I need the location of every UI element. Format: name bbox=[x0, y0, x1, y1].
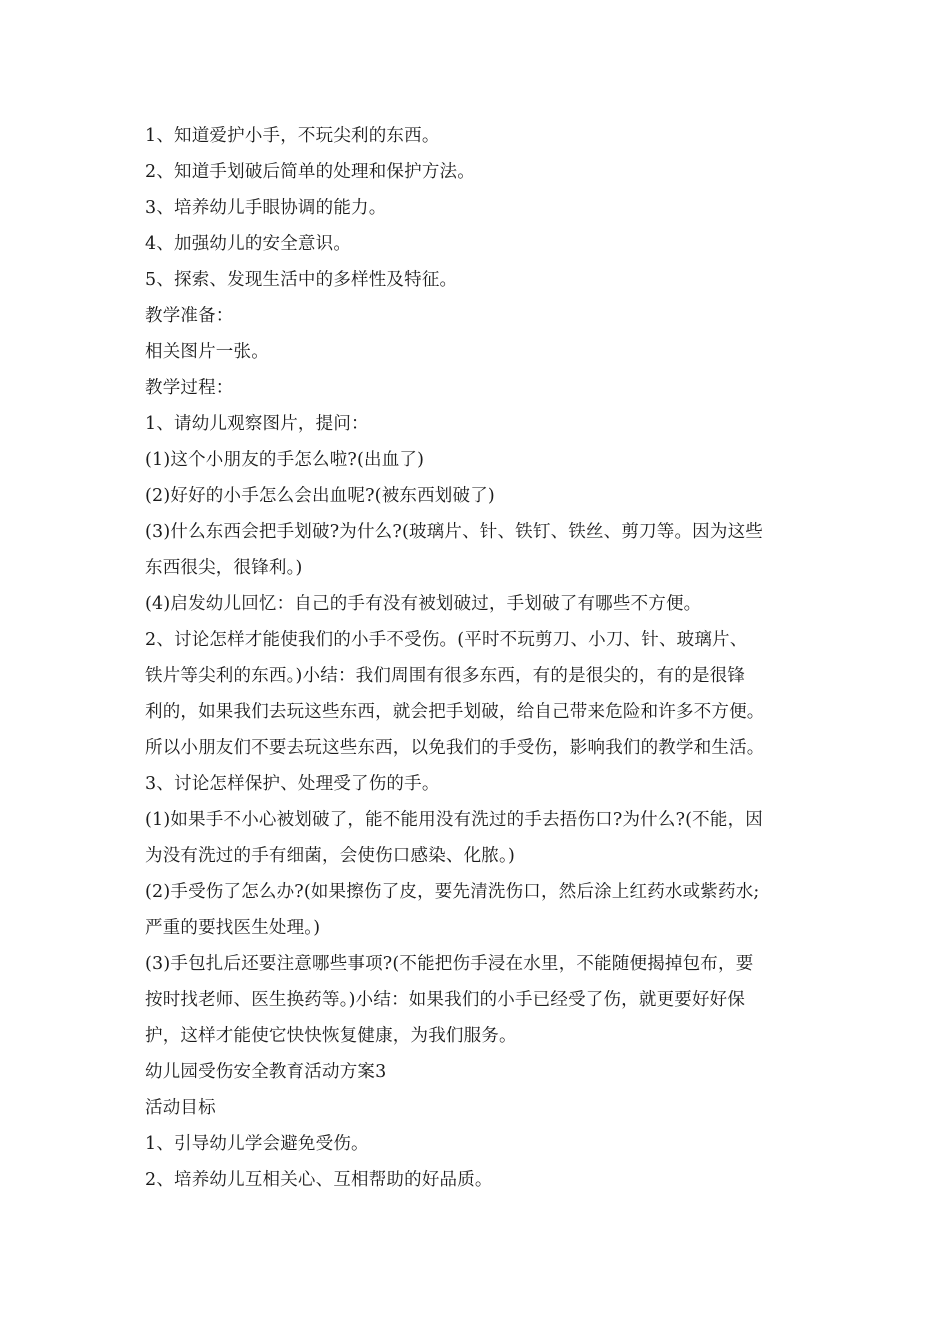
care-question-3: (3)手包扎后还要注意哪些事项?(不能把伤手浸在水里，不能随便揭掉包布，要 bbox=[145, 954, 754, 974]
care-question-3-cont-2: 护，这样才能使它快快恢复健康，为我们服务。 bbox=[145, 1026, 517, 1046]
care-question-2: (2)手受伤了怎么办?(如果擦伤了皮，要先清洗伤口，然后涂上红药水或紫药水; bbox=[145, 882, 760, 902]
section-heading-process: 教学过程： bbox=[145, 378, 234, 398]
process-step-2-cont-2: 利的，如果我们去玩这些东西，就会把手划破，给自己带来危险和许多不方便。 bbox=[145, 702, 765, 722]
process-step-1: 1、请幼儿观察图片，提问： bbox=[145, 414, 369, 434]
care-question-1: (1)如果手不小心被划破了，能不能用没有洗过的手去捂伤口?为什么?(不能，因 bbox=[145, 810, 763, 830]
care-question-1-cont: 为没有洗过的手有细菌，会使伤口感染、化脓。) bbox=[145, 846, 515, 866]
process-question-3: (3)什么东西会把手划破?为什么?(玻璃片、针、铁钉、铁丝、剪刀等。因为这些 bbox=[145, 522, 763, 542]
objective-line-2: 2、培养幼儿互相关心、互相帮助的好品质。 bbox=[145, 1170, 493, 1190]
objective-line-1: 1、引导幼儿学会避免受伤。 bbox=[145, 1134, 369, 1154]
process-step-3: 3、讨论怎样保护、处理受了伤的手。 bbox=[145, 774, 440, 794]
goal-line-4: 4、加强幼儿的安全意识。 bbox=[145, 234, 352, 254]
document-body bbox=[145, 118, 815, 1198]
process-question-2: (2)好好的小手怎么会出血呢?(被东西划破了) bbox=[145, 486, 495, 506]
goal-line-2: 2、知道手划破后简单的处理和保护方法。 bbox=[145, 162, 475, 182]
care-question-3-cont-1: 按时找老师、医生换药等。)小结：如果我们的小手已经受了伤，就更要好好保 bbox=[145, 990, 746, 1010]
plan-title-3: 幼儿园受伤安全教育活动方案3 bbox=[145, 1062, 387, 1082]
preparation-text: 相关图片一张。 bbox=[145, 342, 269, 362]
goal-line-1: 1、知道爱护小手，不玩尖利的东西。 bbox=[145, 126, 440, 146]
process-step-2-cont-1: 铁片等尖利的东西。)小结：我们周围有很多东西，有的是很尖的，有的是很锋 bbox=[145, 666, 746, 686]
process-question-4: (4)启发幼儿回忆：自己的手有没有被划破过，手划破了有哪些不方便。 bbox=[145, 594, 702, 614]
process-question-3-cont: 东西很尖，很锋利。) bbox=[145, 558, 303, 578]
goal-line-5: 5、探索、发现生活中的多样性及特征。 bbox=[145, 270, 458, 290]
section-heading-objectives: 活动目标 bbox=[145, 1098, 216, 1118]
care-question-2-cont: 严重的要找医生处理。) bbox=[145, 918, 321, 938]
process-step-2-cont-3: 所以小朋友们不要去玩这些东西，以免我们的手受伤，影响我们的教学和生活。 bbox=[145, 738, 765, 758]
process-question-1: (1)这个小朋友的手怎么啦?(出血了) bbox=[145, 450, 425, 470]
goal-line-3: 3、培养幼儿手眼协调的能力。 bbox=[145, 198, 387, 218]
process-step-2: 2、讨论怎样才能使我们的小手不受伤。(平时不玩剪刀、小刀、针、玻璃片、 bbox=[145, 630, 748, 650]
section-heading-preparation: 教学准备： bbox=[145, 306, 234, 326]
